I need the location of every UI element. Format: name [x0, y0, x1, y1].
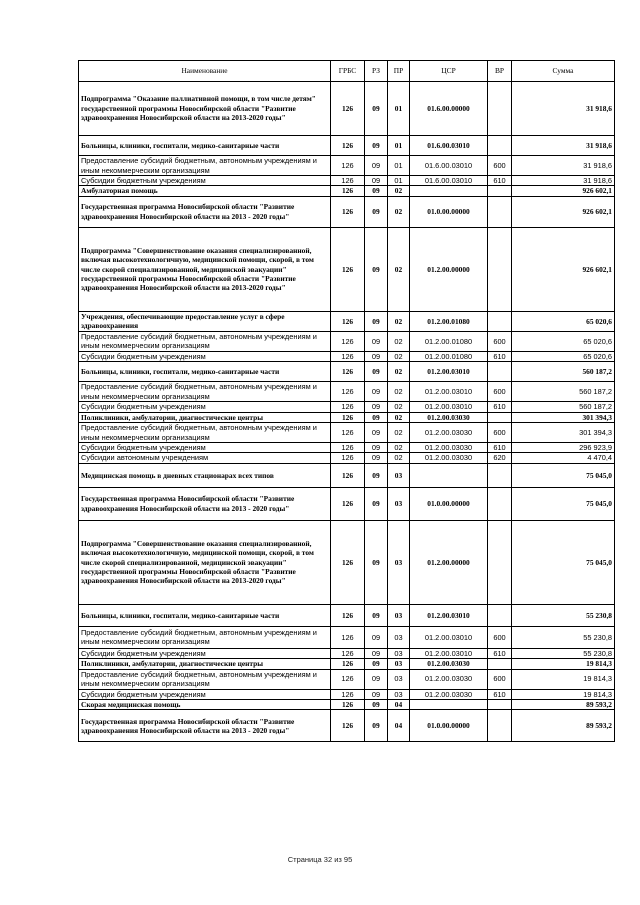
- cell-vr: [488, 311, 512, 331]
- table-row: [79, 669, 615, 689]
- cell-name: Скорая медицинская помощь: [79, 700, 331, 710]
- cell-csr: 01.2.00.01080: [410, 331, 488, 351]
- cell-name: Субсидии бюджетным учреждениям: [79, 648, 331, 658]
- table-row: [79, 351, 615, 361]
- cell-grbs: 126: [331, 412, 365, 422]
- header-vr: ВР: [488, 61, 512, 82]
- cell-grbs: 126: [331, 156, 365, 176]
- cell-csr: 01.2.00.03030: [410, 412, 488, 422]
- cell-pr: 04: [388, 700, 410, 710]
- cell-sum: 65 020,6: [512, 351, 615, 361]
- header-rz: РЗ: [365, 61, 388, 82]
- cell-rz: 09: [365, 331, 388, 351]
- cell-sum: 89 593,2: [512, 710, 615, 742]
- cell-vr: 610: [488, 176, 512, 186]
- cell-name: Больницы, клиники, госпитали, медико-санитарные части: [79, 362, 331, 382]
- cell-grbs: 126: [331, 311, 365, 331]
- cell-sum: 560 187,2: [512, 382, 615, 402]
- cell-rz: 09: [365, 669, 388, 689]
- cell-rz: 09: [365, 412, 388, 422]
- cell-name: Больницы, клиники, госпитали, медико-санитарные части: [79, 136, 331, 156]
- header-pr: ПР: [388, 61, 410, 82]
- cell-vr: 620: [488, 453, 512, 463]
- table-row: [79, 412, 615, 422]
- cell-sum: 31 918,6: [512, 82, 615, 136]
- cell-vr: [488, 136, 512, 156]
- cell-pr: 03: [388, 520, 410, 604]
- cell-rz: 09: [365, 82, 388, 136]
- cell-sum: 31 918,6: [512, 176, 615, 186]
- cell-csr: 01.2.00.03010: [410, 626, 488, 648]
- cell-name: Поликлиники, амбулатории, диагностические центры: [79, 412, 331, 422]
- cell-vr: 610: [488, 443, 512, 453]
- cell-sum: 926 602,1: [512, 227, 615, 311]
- cell-name: Амбулаторная помощь: [79, 186, 331, 196]
- cell-sum: 89 593,2: [512, 700, 615, 710]
- cell-sum: 31 918,6: [512, 156, 615, 176]
- table-row: [79, 659, 615, 669]
- table-row: [79, 196, 615, 227]
- cell-pr: 03: [388, 626, 410, 648]
- cell-rz: 09: [365, 176, 388, 186]
- cell-name: Предоставление субсидий бюджетным, автономным учреждениям и иным некоммерческим организациям: [79, 669, 331, 689]
- page-number: Страница 32 из 95: [287, 855, 353, 864]
- cell-rz: 09: [365, 520, 388, 604]
- table-row: [79, 331, 615, 351]
- table-row: [79, 604, 615, 626]
- cell-csr: 01.0.00.00000: [410, 487, 488, 520]
- cell-rz: 09: [365, 453, 388, 463]
- cell-grbs: 126: [331, 176, 365, 186]
- cell-rz: 09: [365, 186, 388, 196]
- cell-name: Государственная программа Новосибирской области "Развитие здравоохранения Новосибирской области на 2013 - 2020 годы": [79, 710, 331, 742]
- cell-sum: 55 230,8: [512, 604, 615, 626]
- cell-pr: 03: [388, 669, 410, 689]
- cell-csr: 01.2.00.03010: [410, 648, 488, 658]
- cell-rz: 09: [365, 423, 388, 443]
- cell-sum: 75 045,0: [512, 520, 615, 604]
- table-row: [79, 176, 615, 186]
- cell-grbs: 126: [331, 82, 365, 136]
- table-row: [79, 626, 615, 648]
- cell-rz: 09: [365, 463, 388, 487]
- cell-vr: 600: [488, 156, 512, 176]
- table-row: [79, 463, 615, 487]
- cell-vr: 600: [488, 423, 512, 443]
- cell-name: Субсидии бюджетным учреждениям: [79, 443, 331, 453]
- cell-grbs: 126: [331, 710, 365, 742]
- cell-grbs: 126: [331, 487, 365, 520]
- cell-pr: 03: [388, 487, 410, 520]
- cell-csr: 01.6.00.03010: [410, 176, 488, 186]
- cell-pr: 03: [388, 604, 410, 626]
- cell-name: Предоставление субсидий бюджетным, автономным учреждениям и иным некоммерческим организациям: [79, 626, 331, 648]
- cell-csr: 01.2.00.03010: [410, 362, 488, 382]
- cell-rz: 09: [365, 689, 388, 699]
- cell-pr: 03: [388, 689, 410, 699]
- cell-sum: 560 187,2: [512, 402, 615, 412]
- cell-csr: [410, 186, 488, 196]
- cell-sum: 296 923,9: [512, 443, 615, 453]
- cell-csr: 01.6.00.03010: [410, 156, 488, 176]
- cell-name: Предоставление субсидий бюджетным, автономным учреждениям и иным некоммерческим организациям: [79, 331, 331, 351]
- cell-csr: [410, 463, 488, 487]
- cell-grbs: 126: [331, 227, 365, 311]
- cell-name: Государственная программа Новосибирской области "Развитие здравоохранения Новосибирской области на 2013 - 2020 годы": [79, 196, 331, 227]
- cell-csr: 01.2.00.00000: [410, 227, 488, 311]
- table-row: [79, 311, 615, 331]
- cell-rz: 09: [365, 311, 388, 331]
- cell-rz: 09: [365, 626, 388, 648]
- cell-pr: 02: [388, 331, 410, 351]
- cell-grbs: 126: [331, 453, 365, 463]
- cell-name: Субсидии автономным учреждениям: [79, 453, 331, 463]
- cell-csr: 01.2.00.03010: [410, 382, 488, 402]
- cell-csr: 01.2.00.03030: [410, 669, 488, 689]
- cell-grbs: 126: [331, 604, 365, 626]
- cell-pr: 02: [388, 382, 410, 402]
- cell-name: Подпрограмма "Оказание паллиативной помощи, в том числе детям" государственной программы Новосибирской области "Развитие здравоохранения Новосибирской области на 2013-2020 годы": [79, 82, 331, 136]
- cell-name: Подпрограмма "Совершенствование оказания специализированной, включая высокотехнологичную, медицинской помощи, скорой, в том числе скорой специализированной, медицинской эвакуации" государственной программы Новосибирской области "Развитие здравоохранения Новосибирской области на 2013-2020 годы": [79, 227, 331, 311]
- cell-vr: 600: [488, 382, 512, 402]
- cell-sum: 301 394,3: [512, 423, 615, 443]
- cell-vr: 600: [488, 626, 512, 648]
- table-row: [79, 227, 615, 311]
- cell-pr: 02: [388, 453, 410, 463]
- cell-name: Государственная программа Новосибирской области "Развитие здравоохранения Новосибирской области на 2013 - 2020 годы": [79, 487, 331, 520]
- cell-name: Учреждения, обеспечивающие предоставление услуг в сфере здравоохранения: [79, 311, 331, 331]
- cell-rz: 09: [365, 351, 388, 361]
- cell-sum: 19 814,3: [512, 669, 615, 689]
- cell-vr: 610: [488, 351, 512, 361]
- cell-grbs: 126: [331, 700, 365, 710]
- cell-name: Субсидии бюджетным учреждениям: [79, 402, 331, 412]
- table-body: [79, 82, 615, 742]
- cell-rz: 09: [365, 648, 388, 658]
- cell-rz: 09: [365, 604, 388, 626]
- cell-vr: [488, 412, 512, 422]
- cell-name: Больницы, клиники, госпитали, медико-санитарные части: [79, 604, 331, 626]
- cell-grbs: 126: [331, 520, 365, 604]
- cell-pr: 02: [388, 362, 410, 382]
- cell-vr: 610: [488, 648, 512, 658]
- cell-vr: [488, 487, 512, 520]
- header-csr: ЦСР: [410, 61, 488, 82]
- table-row: [79, 710, 615, 742]
- budget-table: [78, 60, 615, 742]
- cell-grbs: 126: [331, 196, 365, 227]
- cell-name: Поликлиники, амбулатории, диагностические центры: [79, 659, 331, 669]
- cell-sum: 55 230,8: [512, 648, 615, 658]
- cell-csr: 01.2.00.03030: [410, 659, 488, 669]
- cell-pr: 02: [388, 227, 410, 311]
- cell-pr: 03: [388, 648, 410, 658]
- cell-csr: 01.6.00.03010: [410, 136, 488, 156]
- cell-grbs: 126: [331, 382, 365, 402]
- cell-csr: 01.2.00.03030: [410, 443, 488, 453]
- cell-vr: [488, 227, 512, 311]
- table-row: [79, 382, 615, 402]
- cell-rz: 09: [365, 710, 388, 742]
- cell-rz: 09: [365, 196, 388, 227]
- cell-rz: 09: [365, 382, 388, 402]
- cell-grbs: 126: [331, 423, 365, 443]
- cell-grbs: 126: [331, 362, 365, 382]
- cell-grbs: 126: [331, 136, 365, 156]
- cell-grbs: 126: [331, 331, 365, 351]
- table-row: [79, 82, 615, 136]
- cell-sum: 75 045,0: [512, 487, 615, 520]
- cell-pr: 01: [388, 176, 410, 186]
- cell-grbs: 126: [331, 463, 365, 487]
- cell-vr: [488, 659, 512, 669]
- cell-rz: 09: [365, 487, 388, 520]
- cell-vr: 610: [488, 689, 512, 699]
- cell-pr: 01: [388, 82, 410, 136]
- cell-sum: 560 187,2: [512, 362, 615, 382]
- cell-csr: 01.2.00.03010: [410, 402, 488, 412]
- table-row: [79, 136, 615, 156]
- cell-vr: [488, 604, 512, 626]
- cell-csr: 01.2.00.03030: [410, 453, 488, 463]
- cell-sum: 926 602,1: [512, 196, 615, 227]
- cell-vr: [488, 700, 512, 710]
- cell-grbs: 126: [331, 626, 365, 648]
- cell-grbs: 126: [331, 443, 365, 453]
- cell-name: Предоставление субсидий бюджетным, автономным учреждениям и иным некоммерческим организациям: [79, 423, 331, 443]
- cell-csr: 01.2.00.01080: [410, 311, 488, 331]
- cell-grbs: 126: [331, 648, 365, 658]
- cell-grbs: 126: [331, 659, 365, 669]
- cell-rz: 09: [365, 136, 388, 156]
- cell-name: Субсидии бюджетным учреждениям: [79, 351, 331, 361]
- header-name: Наименование: [79, 61, 331, 82]
- cell-pr: 02: [388, 196, 410, 227]
- cell-csr: 01.0.00.00000: [410, 710, 488, 742]
- cell-rz: 09: [365, 443, 388, 453]
- cell-csr: 01.6.00.00000: [410, 82, 488, 136]
- cell-name: Субсидии бюджетным учреждениям: [79, 176, 331, 186]
- cell-vr: [488, 186, 512, 196]
- cell-pr: 02: [388, 402, 410, 412]
- cell-grbs: 126: [331, 669, 365, 689]
- cell-pr: 03: [388, 659, 410, 669]
- cell-pr: 02: [388, 412, 410, 422]
- cell-sum: 926 602,1: [512, 186, 615, 196]
- cell-sum: 55 230,8: [512, 626, 615, 648]
- table-row: [79, 362, 615, 382]
- cell-pr: 04: [388, 710, 410, 742]
- cell-vr: [488, 82, 512, 136]
- table-row: [79, 423, 615, 443]
- cell-rz: 09: [365, 659, 388, 669]
- cell-csr: 01.2.00.00000: [410, 520, 488, 604]
- header-sum: Сумма: [512, 61, 615, 82]
- cell-pr: 02: [388, 423, 410, 443]
- cell-pr: 01: [388, 156, 410, 176]
- cell-grbs: 126: [331, 186, 365, 196]
- cell-vr: [488, 196, 512, 227]
- cell-vr: [488, 710, 512, 742]
- cell-vr: [488, 362, 512, 382]
- cell-grbs: 126: [331, 689, 365, 699]
- table-row: [79, 689, 615, 699]
- cell-sum: 19 814,3: [512, 689, 615, 699]
- cell-grbs: 126: [331, 402, 365, 412]
- table-row: [79, 648, 615, 658]
- cell-pr: 02: [388, 311, 410, 331]
- table-row: [79, 186, 615, 196]
- cell-grbs: 126: [331, 351, 365, 361]
- table-row: [79, 156, 615, 176]
- table-row: [79, 520, 615, 604]
- cell-csr: 01.2.00.01080: [410, 351, 488, 361]
- cell-sum: 75 045,0: [512, 463, 615, 487]
- cell-sum: 19 814,3: [512, 659, 615, 669]
- cell-pr: 02: [388, 351, 410, 361]
- cell-rz: 09: [365, 227, 388, 311]
- cell-rz: 09: [365, 700, 388, 710]
- cell-name: Субсидии бюджетным учреждениям: [79, 689, 331, 699]
- cell-vr: 610: [488, 402, 512, 412]
- cell-name: Подпрограмма "Совершенствование оказания специализированной, включая высокотехнологичную, медицинской помощи, скорой, в том числе скорой специализированной, медицинской эвакуации" государственной программы Новосибирской области "Развитие здравоохранения Новосибирской области на 2013-2020 годы": [79, 520, 331, 604]
- table-row: [79, 700, 615, 710]
- cell-pr: 03: [388, 463, 410, 487]
- cell-sum: 65 020,6: [512, 331, 615, 351]
- cell-pr: 02: [388, 443, 410, 453]
- cell-rz: 09: [365, 362, 388, 382]
- cell-vr: 600: [488, 669, 512, 689]
- cell-csr: 01.2.00.03010: [410, 604, 488, 626]
- cell-name: Предоставление субсидий бюджетным, автономным учреждениям и иным некоммерческим организациям: [79, 156, 331, 176]
- cell-sum: 65 020,6: [512, 311, 615, 331]
- table-header-row: [79, 61, 615, 82]
- cell-pr: 02: [388, 186, 410, 196]
- cell-sum: 31 918,6: [512, 136, 615, 156]
- header-grbs: ГРБС: [331, 61, 365, 82]
- cell-rz: 09: [365, 402, 388, 412]
- cell-vr: [488, 520, 512, 604]
- cell-csr: [410, 700, 488, 710]
- cell-name: Предоставление субсидий бюджетным, автономным учреждениям и иным некоммерческим организациям: [79, 382, 331, 402]
- cell-csr: 01.2.00.03030: [410, 689, 488, 699]
- table-row: [79, 402, 615, 412]
- cell-sum: 4 470,4: [512, 453, 615, 463]
- cell-pr: 01: [388, 136, 410, 156]
- table-row: [79, 487, 615, 520]
- cell-vr: [488, 463, 512, 487]
- cell-csr: 01.2.00.03030: [410, 423, 488, 443]
- cell-sum: 301 394,3: [512, 412, 615, 422]
- cell-rz: 09: [365, 156, 388, 176]
- cell-vr: 600: [488, 331, 512, 351]
- cell-csr: 01.0.00.00000: [410, 196, 488, 227]
- cell-name: Медицинская помощь в дневных стационарах всех типов: [79, 463, 331, 487]
- table-row: [79, 453, 615, 463]
- table-row: [79, 443, 615, 453]
